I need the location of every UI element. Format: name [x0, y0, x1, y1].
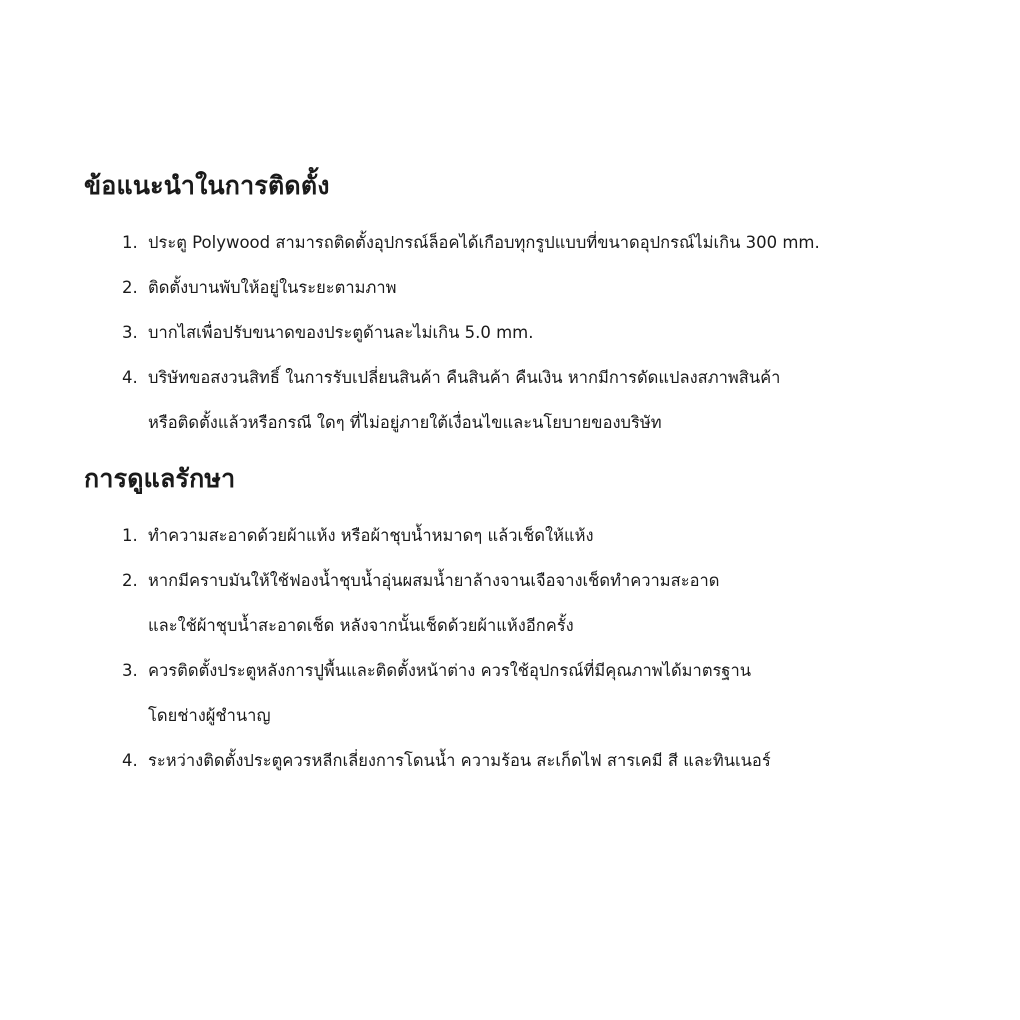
document	[84, 166, 984, 783]
care-item-4	[84, 738, 984, 783]
item-number: 1.	[122, 233, 138, 252]
item-number: 1.	[122, 526, 138, 545]
care-item-3	[84, 648, 984, 738]
item-number: 2.	[122, 571, 138, 590]
item-number: 2.	[122, 278, 138, 297]
installation-item-1	[84, 220, 984, 265]
item-text: ประตู Polywood สามารถติดตั้งอุปกรณ์ล็อคได้เกือบทุกรูปแบบที่ขนาดอุปกรณ์ไม่เกิน 300 mm.	[148, 233, 820, 252]
item-number: 3.	[122, 323, 138, 342]
item-number: 4.	[122, 368, 138, 387]
care-list	[84, 513, 984, 783]
installation-item-3	[84, 310, 984, 355]
item-text: ควรติดตั้งประตูหลังการปูพื้นและติดตั้งหน้าต่าง ควรใช้อุปกรณ์ที่มีคุณภาพได้มาตรฐาน	[148, 661, 752, 680]
item-text-continued: โดยช่างผู้ชำนาญ	[148, 706, 271, 725]
installation-item-4	[84, 355, 984, 445]
item-text: ทำความสะอาดด้วยผ้าแห้ง หรือผ้าชุบน้ำหมาดๆ แล้วเช็ดให้แห้ง	[148, 526, 594, 545]
installation-list	[84, 220, 984, 445]
item-number: 3.	[122, 661, 138, 680]
item-text: ติดตั้งบานพับให้อยู่ในระยะตามภาพ	[148, 278, 397, 297]
care-item-1	[84, 513, 984, 558]
installation-item-2	[84, 265, 984, 310]
item-text: ระหว่างติดตั้งประตูควรหลีกเลี่ยงการโดนน้ำ ความร้อน สะเก็ดไฟ สารเคมี สี และทินเนอร์	[148, 751, 771, 770]
item-text-continued: และใช้ผ้าชุบน้ำสะอาดเช็ด หลังจากนั้นเช็ดด้วยผ้าแห้งอีกครั้ง	[148, 616, 574, 635]
item-text: หากมีคราบมันให้ใช้ฟองน้ำชุบน้ำอุ่นผสมน้ำยาล้างจานเจือจางเช็ดทำความสะอาด	[148, 571, 720, 590]
care-item-2	[84, 558, 984, 648]
item-number: 4.	[122, 751, 138, 770]
item-text-continued: หรือติดตั้งแล้วหรือกรณี ใดๆ ที่ไม่อยู่ภายใต้เงื่อนไขและนโยบายของบริษัท	[148, 413, 662, 432]
care-title: การดูแลรักษา	[84, 464, 236, 493]
item-text: บากไสเพื่อปรับขนาดของประตูด้านละไม่เกิน 5.0 mm.	[148, 323, 534, 342]
installation-title: ข้อแนะนำในการติดตั้ง	[84, 171, 330, 200]
item-text: บริษัทขอสงวนสิทธิ์ ในการรับเปลี่ยนสินค้า คืนสินค้า คืนเงิน หากมีการดัดแปลงสภาพสินค้า	[148, 368, 781, 387]
